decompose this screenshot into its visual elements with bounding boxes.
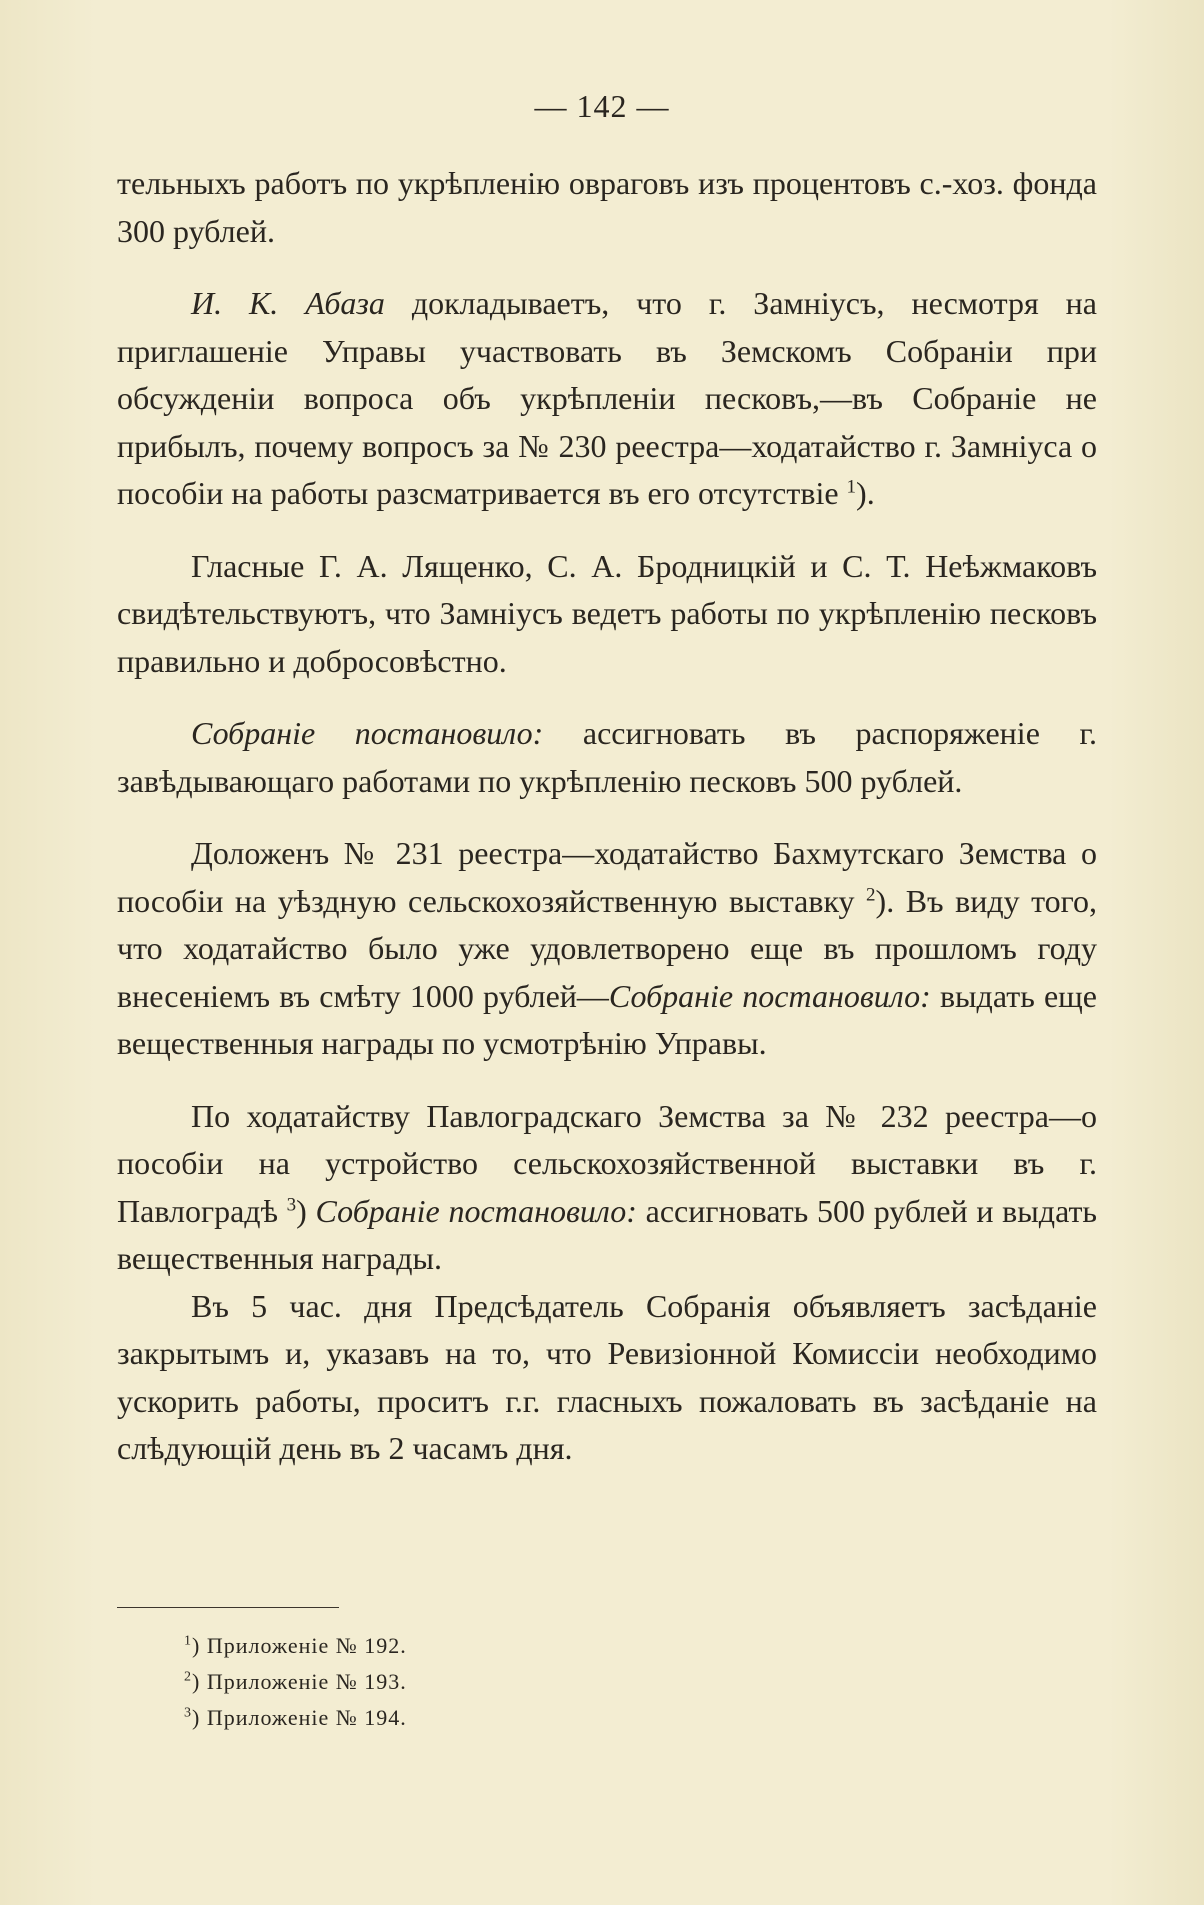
paragraph-2-end: ).: [856, 475, 875, 511]
footnote-2-mark: 2: [184, 1669, 192, 1685]
paragraph-1-text: тельныхъ работъ по укрѣпленію овраговъ изъ процентовъ с.-хоз. фонда 300 рублей.: [117, 165, 1097, 249]
footnote-ref-3: 3: [286, 1193, 297, 1215]
paragraph-6: [117, 1093, 1097, 1283]
footnote-3-mark: 3: [184, 1705, 192, 1721]
paragraph-3-text: Гласные Г. А. Лященко, С. А. Бродницкій и С. Т. Неѣжмаковъ свидѣтельствуютъ, что Замніусъ ведетъ работы по укрѣпленію песковъ правильно и добросовѣстно.: [117, 547, 1097, 679]
paragraph-5-mid: ). Въ виду того, что ходатайство было уже удовлетворено еще въ прошломъ году внесеніемъ въ смѣту 1000 рублей—: [117, 882, 1098, 1014]
paragraph-1: [117, 160, 1097, 255]
paragraph-4-text: ассигновать въ распоряженіе г. завѣдывающаго работами по укрѣпленію песковъ 500 рублей.: [117, 715, 1097, 799]
paragraph-5: [117, 830, 1097, 1068]
resolution-label: Собраніе постановило:: [608, 977, 931, 1014]
resolution-label: Собраніе постановило:: [315, 1192, 637, 1229]
footnote-1-mark: 1: [184, 1633, 192, 1649]
footnote-divider: [117, 1607, 339, 1608]
footnote-3: [184, 1700, 407, 1736]
paragraph-7: [117, 1283, 1097, 1473]
footnote-1-text: ) Приложеніе № 192.: [192, 1633, 407, 1658]
footnote-2: [184, 1664, 407, 1700]
paragraph-5-start: Доложенъ № 231 реестра—ходатайство Бахмутскаго Земства о пособіи на уѣздную сельскохозяйственную выставку: [117, 835, 1097, 919]
footnote-ref-2: 2: [866, 883, 876, 905]
paragraph-6-mid: ): [296, 1192, 316, 1229]
paragraph-6-start: По ходатайству Павлоградскаго Земства за № 232 реестра—о пособіи на устройство сельскохозяйственной выставки въ г. Павлоградѣ: [117, 1097, 1097, 1229]
footnote-3-text: ) Приложеніе № 194.: [192, 1705, 407, 1730]
footnote-2-text: ) Приложеніе № 193.: [192, 1669, 407, 1694]
paragraph-5-end: выдать еще вещественныя награды по усмотрѣнію Управы.: [117, 977, 1097, 1061]
body-text: [117, 160, 1097, 1473]
footnote-1: [184, 1628, 407, 1664]
footnote-ref-1: 1: [846, 476, 857, 498]
speaker-name: И. К. Абаза: [191, 285, 385, 321]
paragraph-6-end: ассигновать 500 рублей и выдать вещественныя награды.: [117, 1192, 1098, 1276]
paragraph-7-text: Въ 5 час. дня Предсѣдатель Собранія объявляетъ засѣданіе закрытымъ и, указавъ на то, что Ревизіонной Комиссіи необходимо ускорить работы, проситъ г.г. гласныхъ пожаловать въ засѣданіе на слѣдующій день въ 2 часамъ дня.: [117, 1287, 1097, 1466]
resolution-label: Собраніе постановило:: [191, 715, 544, 751]
page-number: — 142 —: [534, 88, 670, 124]
paragraph-2: [117, 280, 1097, 518]
paragraph-4: [117, 710, 1097, 805]
paragraph-3: [117, 543, 1097, 686]
footnotes: [184, 1628, 407, 1736]
paragraph-2-text: докладываетъ, что г. Замніусъ, несмотря на приглашеніе Управы участвовать въ Земскомъ Собраніи при обсужденіи вопроса объ укрѣпленіи песковъ,—въ Собраніе не прибылъ, почему вопросъ за № 230 реестра—ходатайство г. Замніуса о пособіи на работы разсматривается въ его отсутствіе: [117, 285, 1098, 511]
